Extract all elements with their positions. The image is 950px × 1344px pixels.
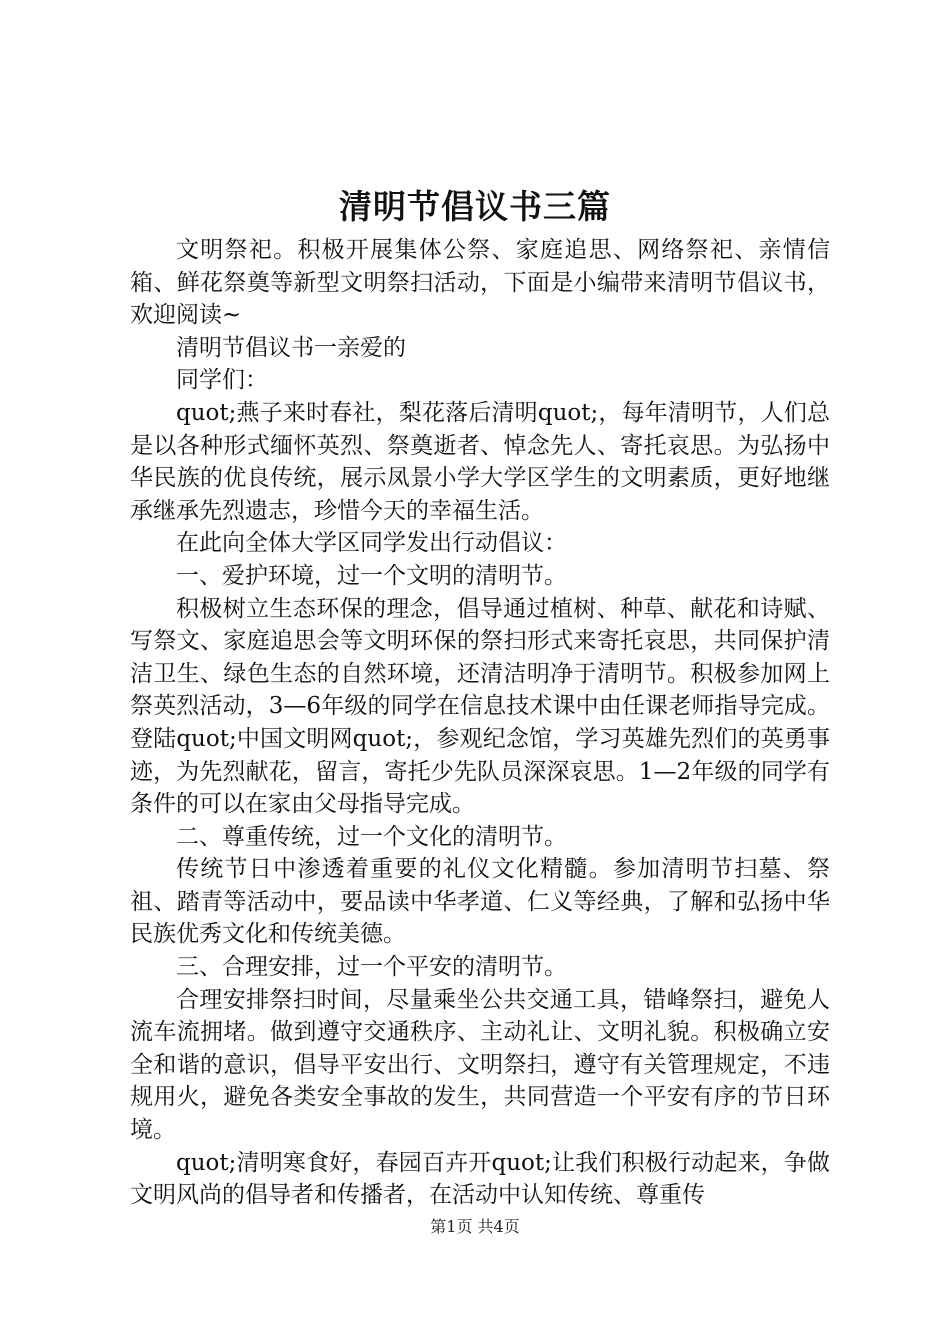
section-heading-one: 一、爱护环境，过一个文明的清明节。 xyxy=(176,562,567,589)
paragraph-intro: 文明祭祀。积极开展集体公祭、家庭追思、网络祭祀、亲情信箱、鲜花祭奠等新型文明祭扫活动，下面是小编带来清明节倡议书，欢迎阅读~ xyxy=(130,237,830,329)
section-heading-two: 二、尊重传统，过一个文化的清明节。 xyxy=(176,823,567,850)
paragraph-section-three: 合理安排祭扫时间，尽量乘坐公共交通工具，错峰祭扫，避免人流车流拥堵。做到遵守交通秩序、主动礼让、文明礼貌。积极确立安全和谐的意识，倡导平安出行、文明祭扫，遵守有关管理规定，不违规用火，避免各类安全事故的发生，共同营造一个平安有序的节日环境。 xyxy=(130,986,830,1144)
paragraph-section-one: 积极树立生态环保的理念，倡导通过植树、种草、献花和诗赋、写祭文、家庭追思会等文明环保的祭扫形式来寄托哀思，共同保护清洁卫生、绿色生态的自然环境，还清洁明净于清明节。积极参加网上祭英烈活动，3—6年级的同学在信息技术课中由任课老师指导完成。登陆quot;中国文明网quot;，参观纪念馆，学习英雄先烈们的英勇事迹，为先烈献花，留言，寄托少先队员深深哀思。1—2年级的同学有条件的可以在家由父母指导完成。 xyxy=(130,595,830,818)
section-heading-three: 三、合理安排，过一个平安的清明节。 xyxy=(176,954,567,981)
page-footer: 第1页 共4页 xyxy=(430,1217,520,1236)
paragraph-heading-letter-one: 清明节倡议书一亲爱的 xyxy=(176,334,406,361)
paragraph-salutation: 同学们： xyxy=(176,367,268,394)
paragraph-section-two: 传统节日中渗透着重要的礼仪文化精髓。参加清明节扫墓、祭祖、踏青等活动中，要品读中华孝道、仁义等经典，了解和弘扬中华民族优秀文化和传统美德。 xyxy=(130,856,830,948)
paragraph-closing: quot;清明寒食好，春园百卉开quot;让我们积极行动起来，争做文明风尚的倡导者和传播者，在活动中认知传统、尊重传 xyxy=(130,1149,830,1209)
document-title: 清明节倡议书三篇 xyxy=(339,187,611,226)
paragraph-opening: quot;燕子来时春社，梨花落后清明quot;，每年清明节，人们总是以各种形式缅怀英烈、祭奠逝者、悼念先人、寄托哀思。为弘扬中华民族的优良传统，展示凤景小学大学区学生的文明素质，更好地继承继承先烈遗志，珍惜今天的幸福生活。 xyxy=(130,399,830,524)
paragraph-call-to-action: 在此向全体大学区同学发出行动倡议： xyxy=(176,530,567,557)
document-body xyxy=(130,234,830,1212)
